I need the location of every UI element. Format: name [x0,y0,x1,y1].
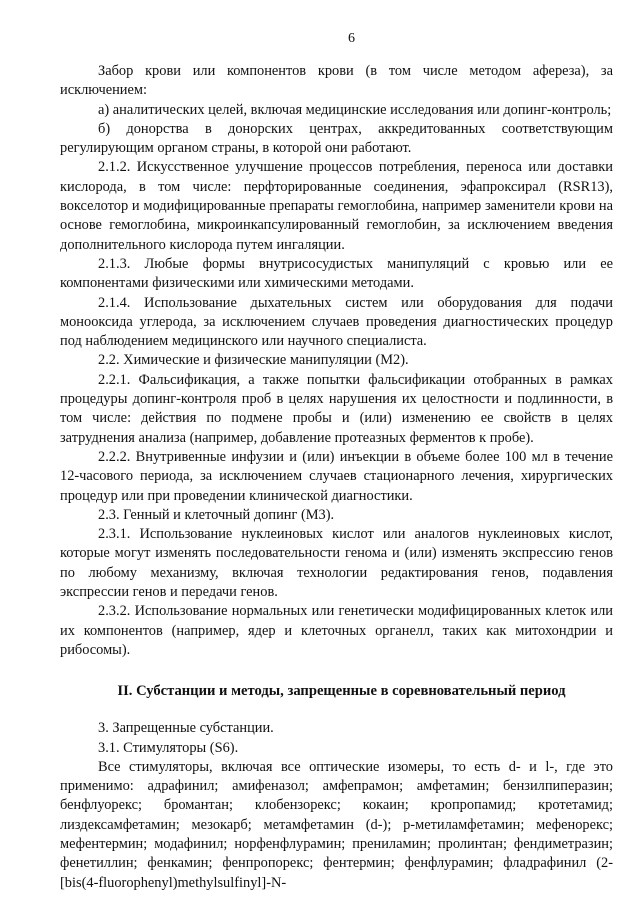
top-body [60,62,613,660]
paragraph-3: 3. Запрещенные субстанции. [98,720,274,737]
paragraph-3-1: 3.1. Стимуляторы (S6). [98,739,239,756]
paragraph-2-3-1: 2.3.1. Использование нуклеиновых кислот или аналогов нуклеиновых кислот, которые могут изменять последовательности генома и (или) изменять экспрессию генов по любому механизму, включая технологии редактирования генов, подавления экспрессии генов и передачи генов. [60,526,613,601]
paragraph-exception-a: а) аналитических целей, включая медицинские исследования или допинг-контроль; [98,101,612,118]
paragraph-2-3-2: 2.3.2. Использование нормальных или генетически модифицированных клеток или их компонентов (например, ядер и клеточных органелл, таких как митохондрии и рибосомы). [60,603,613,658]
paragraph-2-2-2: 2.2.2. Внутривенные инфузии и (или) инъекции в объеме более 100 мл в течение 12-часового периода, за исключением случаев стационарного лечения, хирургических процедур или при проведении клинической диагностики. [60,448,613,504]
document-page [60,30,613,893]
paragraph-2-1-2: 2.1.2. Искусственное улучшение процессов потребления, переноса или доставки кислорода, в том числе: перфторированные соединения, эфапроксирал (RSR13), вокселотор и модифицированные препараты гемоглобина, например заменители крови на основе гемоглобина, микроинкапсулированный гемоглобин, за исключением введения дополнительного кислорода путем ингаляции. [60,159,613,253]
paragraph-2-2-1: 2.2.1. Фальсификация, а также попытки фальсификации отобранных в рамках процедуры допинг-контроля проб в целях нарушения их целостности и подлинности, в том числе: действия по подмене пробы и (или) изменению ее свойств в целях затруднения анализа (например, добавление протеазных ферментов к пробе). [60,371,613,446]
bottom-body [60,719,613,893]
section-title: II. Субстанции и методы, запрещенные в соревновательный период [117,683,566,700]
paragraph-exception-b: б) донорства в донорских центрах, аккредитованных соответствующим регулирующим органом страны, в которой они работают. [60,120,613,157]
paragraph-2-2: 2.2. Химические и физические манипуляции (М2). [98,352,409,369]
paragraph-2-1-4: 2.1.4. Использование дыхательных систем или оборудования для подачи монооксида углерода, за исключением случаев проведения диагностических процедур под наблюдением медицинского или научного специалиста. [60,294,613,350]
paragraph-blood-collection: Забор крови или компонентов крови (в том числе методом афереза), за исключением: [60,63,613,99]
paragraph-2-3: 2.3. Генный и клеточный допинг (М3). [98,506,335,523]
paragraph-stimulants: Все стимуляторы, включая все оптические изомеры, то есть d- и l-, где это применимо: адрафинил; амифеназол; амфепрамон; амфетамин; бензилпиперазин; бенфлуорекс; бромантан; клобензорекс; кокаин; кропропамид; кротетамид; лиздексамфетамин; мезокарб; метамфетамин (d-); р-метиламфетамин; мефенорекс; мефентермин; модафинил; норфенфлурамин; прениламин; пролинтан; фендиметразин; фенетиллин; фенкамин; фенпропорекс; фентермин; фенфлурамин; фладрафинил (2-[bis(4-fluorophenyl)methylsulfinyl]-N- [60,758,613,891]
paragraph-2-1-3: 2.1.3. Любые формы внутрисосудистых манипуляций с кровью или ее компонентами физическими или химическими методами. [60,255,613,292]
page-number: 6 [348,31,355,46]
